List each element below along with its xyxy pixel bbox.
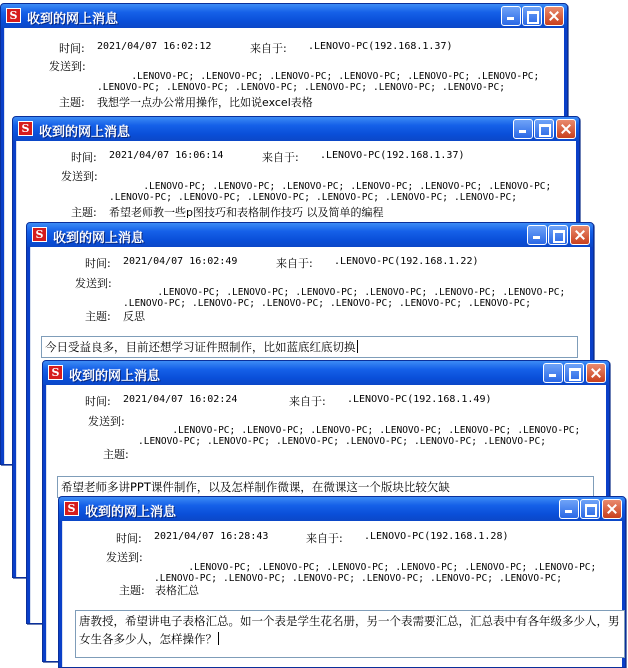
- time-label: 时间:: [116, 532, 142, 545]
- close-icon: [545, 7, 563, 25]
- from-label: 来自于:: [276, 257, 313, 270]
- recipient: .LENOVO-PC;: [143, 181, 207, 192]
- maximize-icon: [565, 364, 583, 382]
- subject-value: 希望老师教一些p图技巧和表格制作技巧 以及简单的编程: [109, 206, 384, 219]
- app-icon: S: [48, 365, 63, 380]
- from-value: .LENOVO-PC(192.168.1.28): [364, 531, 509, 542]
- recipient: .LENOVO-PC;: [212, 181, 276, 192]
- recipients-list: [109, 170, 552, 203]
- recipient: .LENOVO-PC;: [138, 436, 201, 447]
- message-textarea[interactable]: [75, 610, 625, 658]
- close-icon: [587, 364, 605, 382]
- from-label: 来自于:: [262, 151, 299, 164]
- subject-label: 主题:: [103, 448, 129, 461]
- sent-to-label: 发送到:: [106, 551, 143, 564]
- recipient: .LENOVO-PC;: [192, 298, 255, 309]
- recipient: .LENOVO-PC;: [326, 562, 390, 573]
- recipient: .LENOVO-PC;: [379, 425, 443, 436]
- minimize-button[interactable]: [513, 119, 533, 139]
- window-title: 收到的网上消息: [53, 231, 145, 246]
- close-button[interactable]: [570, 225, 590, 245]
- recipient: .LENOVO-PC;: [430, 573, 493, 584]
- recipient: .LENOVO-PC;: [235, 82, 298, 93]
- message-window-5: [58, 496, 626, 668]
- window-title: 收到的网上消息: [85, 505, 177, 520]
- recipient: .LENOVO-PC;: [310, 425, 374, 436]
- close-button[interactable]: [586, 363, 606, 383]
- sent-to-label: 发送到:: [61, 170, 98, 183]
- from-label: 来自于:: [306, 532, 343, 545]
- recipient: .LENOVO-PC;: [338, 71, 402, 82]
- recipient: .LENOVO-PC;: [433, 287, 497, 298]
- maximize-icon: [549, 226, 567, 244]
- from-value: .LENOVO-PC(192.168.1.37): [320, 150, 465, 161]
- recipients-list: [123, 276, 566, 309]
- close-button[interactable]: [544, 6, 564, 26]
- minimize-button[interactable]: [501, 6, 521, 26]
- recipients-list: [138, 414, 581, 447]
- minimize-icon: [528, 226, 546, 244]
- subject-label: 主题:: [85, 310, 111, 323]
- subject-value: 反思: [123, 310, 145, 323]
- recipient: .LENOVO-PC;: [373, 82, 436, 93]
- time-value: 2021/04/07 16:28:43: [154, 531, 269, 542]
- recipient: .LENOVO-PC;: [172, 425, 236, 436]
- from-label: 来自于:: [250, 42, 287, 55]
- from-value: .LENOVO-PC(192.168.1.49): [347, 394, 492, 405]
- recipient: .LENOVO-PC;: [361, 573, 424, 584]
- minimize-button[interactable]: [527, 225, 547, 245]
- message-textarea[interactable]: [57, 476, 594, 498]
- recipient: .LENOVO-PC;: [109, 192, 172, 203]
- recipient: .LENOVO-PC;: [226, 287, 290, 298]
- recipient: .LENOVO-PC;: [464, 562, 528, 573]
- recipient: .LENOVO-PC;: [292, 573, 355, 584]
- recipient: .LENOVO-PC;: [395, 562, 459, 573]
- time-label: 时间:: [59, 42, 85, 55]
- minimize-icon: [544, 364, 562, 382]
- time-label: 时间:: [85, 395, 111, 408]
- close-icon: [557, 120, 575, 138]
- maximize-icon: [523, 7, 541, 25]
- app-icon: S: [18, 121, 33, 136]
- recipient: .LENOVO-PC;: [330, 298, 393, 309]
- time-value: 2021/04/07 16:02:49: [123, 256, 238, 267]
- recipient: .LENOVO-PC;: [276, 436, 339, 447]
- sent-to-label: 发送到:: [75, 277, 112, 290]
- recipient: .LENOVO-PC;: [200, 71, 264, 82]
- recipient: .LENOVO-PC;: [241, 425, 305, 436]
- recipient: .LENOVO-PC;: [483, 436, 546, 447]
- recipient: .LENOVO-PC;: [533, 562, 597, 573]
- app-icon: S: [64, 501, 79, 516]
- recipient: .LENOVO-PC;: [499, 573, 562, 584]
- recipient: .LENOVO-PC;: [154, 573, 217, 584]
- recipients-list: [97, 60, 540, 93]
- recipients-list: [154, 551, 597, 584]
- title-bar[interactable]: [13, 117, 579, 141]
- subject-label: 主题:: [71, 206, 97, 219]
- maximize-button[interactable]: [522, 6, 542, 26]
- recipient: .LENOVO-PC;: [448, 425, 512, 436]
- minimize-button[interactable]: [543, 363, 563, 383]
- recipient: .LENOVO-PC;: [269, 71, 333, 82]
- recipient: .LENOVO-PC;: [247, 192, 310, 203]
- recipient: .LENOVO-PC;: [304, 82, 367, 93]
- sent-to-label: 发送到:: [88, 415, 125, 428]
- minimize-icon: [560, 500, 578, 518]
- recipient: .LENOVO-PC;: [157, 287, 221, 298]
- recipient: .LENOVO-PC;: [454, 192, 517, 203]
- message-text: 希望老师多讲PPT课件制作，以及怎样制作微课，在微课这一个版块比较欠缺: [61, 480, 450, 494]
- recipient: .LENOVO-PC;: [517, 425, 581, 436]
- minimize-icon: [514, 120, 532, 138]
- subject-label: 主题:: [119, 584, 145, 597]
- recipient: .LENOVO-PC;: [502, 287, 566, 298]
- from-value: .LENOVO-PC(192.168.1.22): [334, 256, 479, 267]
- time-value: 2021/04/07 16:02:24: [123, 394, 238, 405]
- recipient: .LENOVO-PC;: [178, 192, 241, 203]
- recipient: .LENOVO-PC;: [188, 562, 252, 573]
- window-title: 收到的网上消息: [39, 125, 131, 140]
- recipient: .LENOVO-PC;: [207, 436, 270, 447]
- recipient: .LENOVO-PC;: [385, 192, 448, 203]
- from-label: 来自于:: [289, 395, 326, 408]
- recipient: .LENOVO-PC;: [166, 82, 229, 93]
- recipient: .LENOVO-PC;: [97, 82, 160, 93]
- close-button[interactable]: [556, 119, 576, 139]
- close-button[interactable]: [602, 499, 622, 519]
- app-icon: S: [6, 8, 21, 23]
- sent-to-label: 发送到:: [49, 60, 86, 73]
- close-icon: [571, 226, 589, 244]
- subject-label: 主题:: [59, 96, 85, 109]
- subject-value: 表格汇总: [155, 584, 199, 597]
- recipient: .LENOVO-PC;: [488, 181, 552, 192]
- text-caret: [218, 632, 219, 645]
- from-value: .LENOVO-PC(192.168.1.37): [308, 41, 453, 52]
- recipient: .LENOVO-PC;: [468, 298, 531, 309]
- recipient: .LENOVO-PC;: [295, 287, 359, 298]
- recipient: .LENOVO-PC;: [345, 436, 408, 447]
- time-value: 2021/04/07 16:06:14: [109, 150, 224, 161]
- message-text: 今日受益良多，目前还想学习证件照制作，比如蓝底红底切换: [45, 340, 356, 354]
- title-bar[interactable]: [43, 361, 609, 385]
- recipient: .LENOVO-PC;: [476, 71, 540, 82]
- close-icon: [603, 500, 621, 518]
- maximize-button[interactable]: [580, 499, 600, 519]
- maximize-icon: [581, 500, 599, 518]
- recipient: .LENOVO-PC;: [399, 298, 462, 309]
- minimize-icon: [502, 7, 520, 25]
- recipient: .LENOVO-PC;: [316, 192, 379, 203]
- subject-value: 我想学一点办公常用操作，比如说excel表格: [97, 96, 313, 109]
- message-textarea[interactable]: [41, 336, 578, 358]
- text-caret: [357, 340, 358, 353]
- recipient: .LENOVO-PC;: [131, 71, 195, 82]
- time-label: 时间:: [85, 257, 111, 270]
- window-title: 收到的网上消息: [69, 369, 161, 384]
- time-value: 2021/04/07 16:02:12: [97, 41, 212, 52]
- app-icon: S: [32, 227, 47, 242]
- maximize-button[interactable]: [564, 363, 584, 383]
- window-title: 收到的网上消息: [27, 12, 119, 27]
- recipient: .LENOVO-PC;: [350, 181, 414, 192]
- recipient: .LENOVO-PC;: [281, 181, 345, 192]
- window-content: [62, 521, 622, 667]
- minimize-button[interactable]: [559, 499, 579, 519]
- maximize-button[interactable]: [534, 119, 554, 139]
- title-bar[interactable]: [27, 223, 593, 247]
- maximize-button[interactable]: [548, 225, 568, 245]
- recipient: .LENOVO-PC;: [257, 562, 321, 573]
- title-bar[interactable]: [1, 4, 567, 28]
- recipient: .LENOVO-PC;: [407, 71, 471, 82]
- recipient: .LENOVO-PC;: [123, 298, 186, 309]
- maximize-icon: [535, 120, 553, 138]
- recipient: .LENOVO-PC;: [414, 436, 477, 447]
- message-text: 唐教授，希望讲电子表格汇总。如一个表是学生花名册，另一个表需要汇总，汇总表中有各年级多少人，男女生各多少人，怎样操作？: [79, 614, 620, 646]
- recipient: .LENOVO-PC;: [419, 181, 483, 192]
- recipient: .LENOVO-PC;: [261, 298, 324, 309]
- recipient: .LENOVO-PC;: [364, 287, 428, 298]
- recipient: .LENOVO-PC;: [223, 573, 286, 584]
- time-label: 时间:: [71, 151, 97, 164]
- title-bar[interactable]: [59, 497, 625, 521]
- recipient: .LENOVO-PC;: [442, 82, 505, 93]
